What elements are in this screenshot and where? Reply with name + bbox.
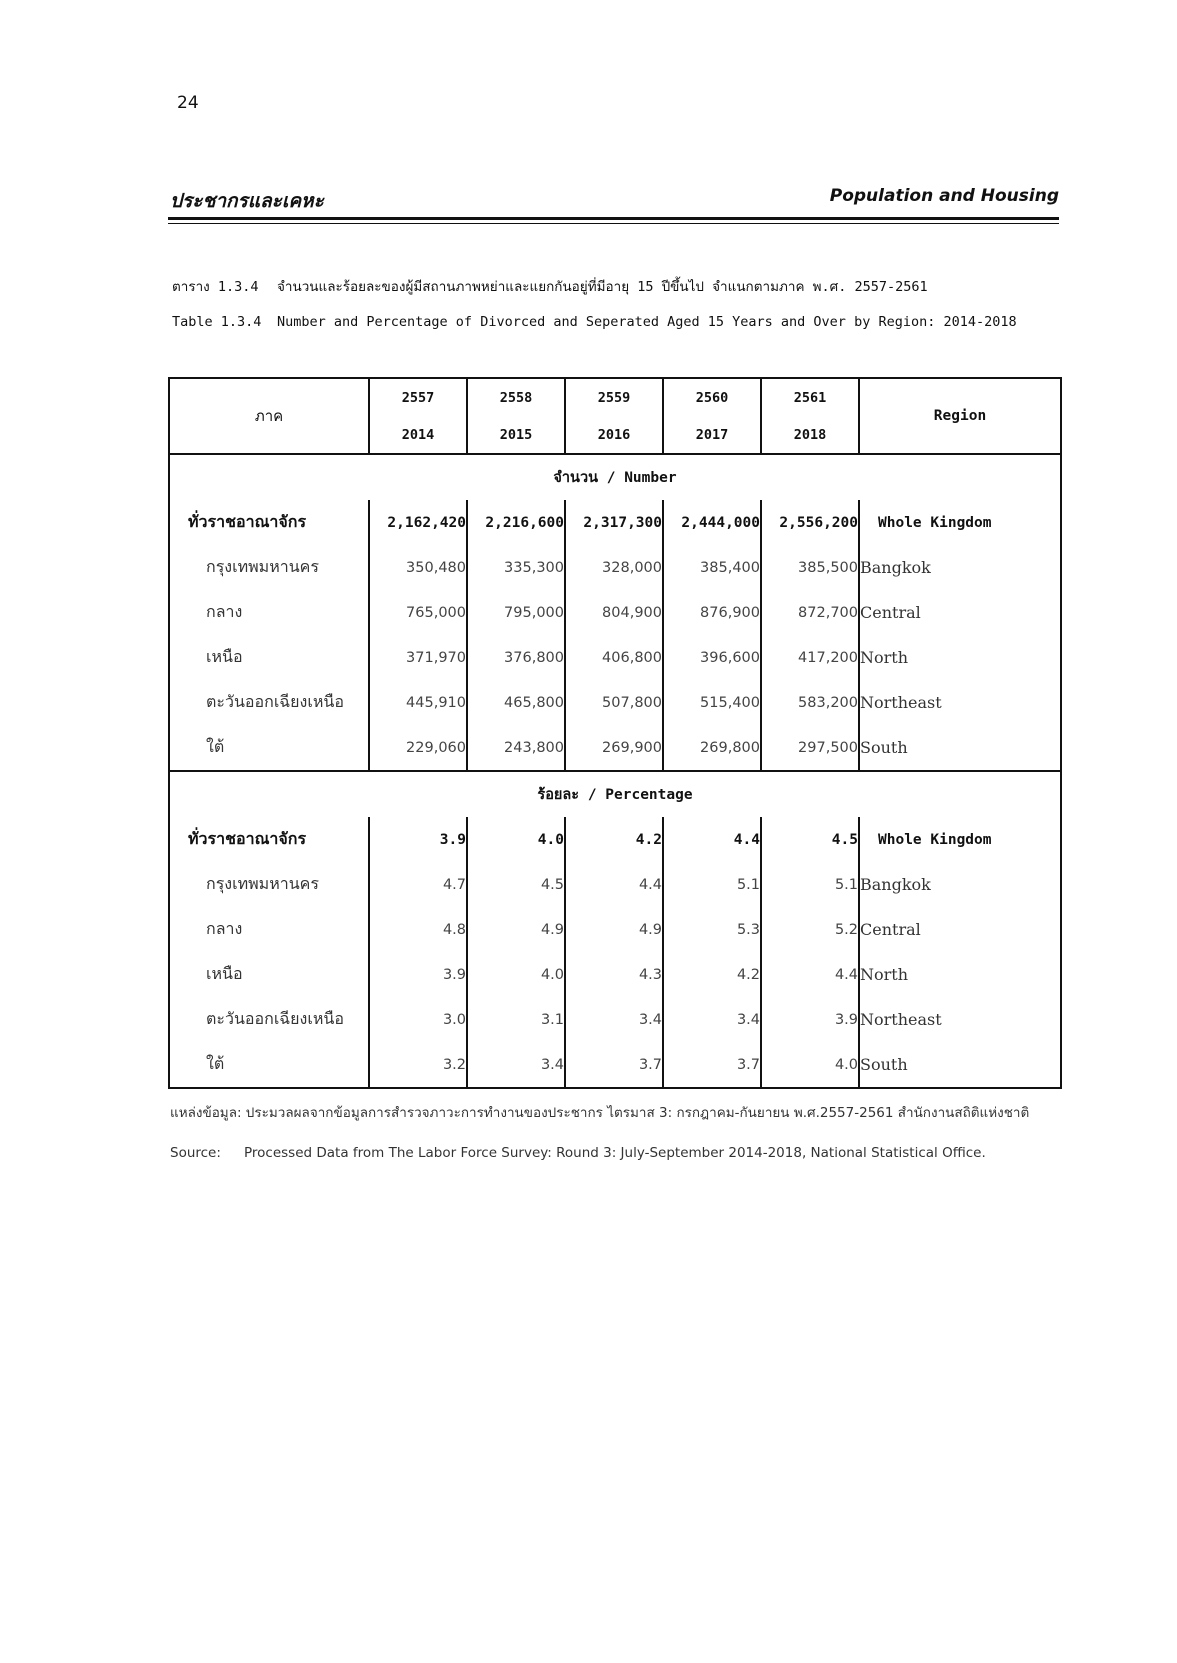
value-cell: 4.0 xyxy=(467,952,565,997)
value-cell: 396,600 xyxy=(663,635,761,680)
region-name-thai: ใต้ xyxy=(206,737,225,756)
value-cell: 5.1 xyxy=(761,862,859,907)
value-cell: 4.3 xyxy=(565,952,663,997)
region-name-thai: กรุงเทพมหานคร xyxy=(206,874,319,893)
value-cell: 4.0 xyxy=(761,1042,859,1088)
value-cell: 2,317,300 xyxy=(565,500,663,545)
value-cell: 3.9 xyxy=(369,952,467,997)
region-name-thai: ตะวันออกเฉียงเหนือ xyxy=(206,1009,344,1028)
region-name-thai: ทั่วราชอาณาจักร xyxy=(188,512,307,531)
value-cell: 3.4 xyxy=(663,997,761,1042)
column-header-region-thai: ภาค xyxy=(169,378,369,454)
value-cell: 406,800 xyxy=(565,635,663,680)
value-cell: 4.4 xyxy=(761,952,859,997)
value-cell: 4.4 xyxy=(663,817,761,862)
value-cell: 4.5 xyxy=(467,862,565,907)
value-cell: 872,700 xyxy=(761,590,859,635)
region-name-english: Bangkok xyxy=(860,875,931,894)
column-header-year-thai: 2558 xyxy=(467,378,565,416)
value-cell: 445,910 xyxy=(369,680,467,725)
value-cell: 4.2 xyxy=(663,952,761,997)
region-name-english: Whole Kingdom xyxy=(878,514,992,531)
value-cell: 515,400 xyxy=(663,680,761,725)
region-name-english: Bangkok xyxy=(860,558,931,577)
value-cell: 385,400 xyxy=(663,545,761,590)
table-row xyxy=(169,725,1061,771)
value-cell: 465,800 xyxy=(467,680,565,725)
column-header-year-english: 2017 xyxy=(663,416,761,454)
value-cell: 3.7 xyxy=(663,1042,761,1088)
region-name-english: Whole Kingdom xyxy=(878,831,992,848)
region-name-thai: ใต้ xyxy=(206,1054,225,1073)
table-row xyxy=(169,1042,1061,1088)
section-title: จำนวน / Number xyxy=(169,454,1061,500)
value-cell: 376,800 xyxy=(467,635,565,680)
column-header-year-english: 2015 xyxy=(467,416,565,454)
source-text: Processed Data from The Labor Force Survey: Round 3: July-September 2014-2018, National Statistical Office. xyxy=(244,1145,986,1161)
region-name-english: South xyxy=(860,1055,908,1074)
value-cell: 417,200 xyxy=(761,635,859,680)
region-name-english: Central xyxy=(860,920,921,939)
region-name-thai: กลาง xyxy=(206,602,243,621)
source-note-english xyxy=(170,1145,986,1161)
value-cell: 5.3 xyxy=(663,907,761,952)
table-row xyxy=(169,680,1061,725)
value-cell: 804,900 xyxy=(565,590,663,635)
value-cell: 229,060 xyxy=(369,725,467,771)
column-header-year-english: 2018 xyxy=(761,416,859,454)
column-header-year-english: 2016 xyxy=(565,416,663,454)
region-name-english: North xyxy=(860,965,909,984)
value-cell: 3.7 xyxy=(565,1042,663,1088)
column-header-year-english: 2014 xyxy=(369,416,467,454)
value-cell: 3.9 xyxy=(369,817,467,862)
region-name-english: North xyxy=(860,648,909,667)
table-row xyxy=(169,907,1061,952)
value-cell: 4.7 xyxy=(369,862,467,907)
region-name-thai: เหนือ xyxy=(206,647,243,666)
value-cell: 4.9 xyxy=(467,907,565,952)
header-title-english: Population and Housing xyxy=(829,186,1059,206)
value-cell: 876,900 xyxy=(663,590,761,635)
value-cell: 5.2 xyxy=(761,907,859,952)
value-cell: 795,000 xyxy=(467,590,565,635)
region-name-english: Northeast xyxy=(860,1010,942,1029)
value-cell: 2,556,200 xyxy=(761,500,859,545)
value-cell: 4.5 xyxy=(761,817,859,862)
table-row xyxy=(169,862,1061,907)
table-row xyxy=(169,997,1061,1042)
value-cell: 3.1 xyxy=(467,997,565,1042)
value-cell: 4.8 xyxy=(369,907,467,952)
region-name-english: Central xyxy=(860,603,921,622)
value-cell: 3.9 xyxy=(761,997,859,1042)
region-name-english: South xyxy=(860,738,908,757)
value-cell: 269,800 xyxy=(663,725,761,771)
caption-english-text: Number and Percentage of Divorced and Seperated Aged 15 Years and Over by Region: 2014-2018 xyxy=(277,314,1017,330)
page-number: 24 xyxy=(177,93,199,113)
value-cell: 385,500 xyxy=(761,545,859,590)
value-cell: 371,970 xyxy=(369,635,467,680)
section-title: ร้อยละ / Percentage xyxy=(169,771,1061,817)
value-cell: 3.2 xyxy=(369,1042,467,1088)
caption-thai-text: จำนวนและร้อยละของผู้มีสถานภาพหย่าและแยกกันอยู่ที่มีอายุ 15 ปีขึ้นไป จำแนกตามภาค พ.ศ. 2557-2561 xyxy=(277,279,928,295)
table-row xyxy=(169,817,1061,862)
source-note-thai: แหล่งข้อมูล: ประมวลผลจากข้อมูลการสำรวจภาวะการทำงานของประชากร ไตรมาส 3: กรกฎาคม-กันยายน พ.ศ.2557-2561 สำนักงานสถิติแห่งชาติ xyxy=(170,1105,1030,1121)
value-cell: 3.4 xyxy=(565,997,663,1042)
header-title-thai: ประชากรและเคหะ xyxy=(170,190,324,212)
table-row xyxy=(169,635,1061,680)
value-cell: 243,800 xyxy=(467,725,565,771)
table-row xyxy=(169,952,1061,997)
column-header-year-thai: 2561 xyxy=(761,378,859,416)
column-header-region-english: Region xyxy=(859,378,1061,454)
value-cell: 335,300 xyxy=(467,545,565,590)
section-header-row xyxy=(169,771,1061,817)
region-name-thai: ทั่วราชอาณาจักร xyxy=(188,829,307,848)
table-caption-thai xyxy=(172,275,928,297)
value-cell: 3.0 xyxy=(369,997,467,1042)
value-cell: 4.4 xyxy=(565,862,663,907)
value-cell: 765,000 xyxy=(369,590,467,635)
region-name-english: Northeast xyxy=(860,693,942,712)
value-cell: 297,500 xyxy=(761,725,859,771)
region-name-thai: ตะวันออกเฉียงเหนือ xyxy=(206,692,344,711)
region-name-thai: กรุงเทพมหานคร xyxy=(206,557,319,576)
caption-thai-label: ตาราง 1.3.4 xyxy=(172,279,259,295)
table-row xyxy=(169,545,1061,590)
value-cell: 583,200 xyxy=(761,680,859,725)
value-cell: 2,216,600 xyxy=(467,500,565,545)
column-header-year-thai: 2560 xyxy=(663,378,761,416)
table-row xyxy=(169,500,1061,545)
region-name-thai: กลาง xyxy=(206,919,243,938)
value-cell: 328,000 xyxy=(565,545,663,590)
value-cell: 4.9 xyxy=(565,907,663,952)
region-name-thai: เหนือ xyxy=(206,964,243,983)
header-rule-thin xyxy=(168,223,1059,224)
value-cell: 2,162,420 xyxy=(369,500,467,545)
table-row xyxy=(169,590,1061,635)
caption-english-label: Table 1.3.4 xyxy=(172,314,262,330)
source-label: Source: xyxy=(170,1145,221,1161)
column-header-year-thai: 2559 xyxy=(565,378,663,416)
value-cell: 5.1 xyxy=(663,862,761,907)
table-body xyxy=(169,454,1061,1088)
data-table xyxy=(168,377,1062,1089)
table-caption-english xyxy=(172,314,1017,330)
value-cell: 507,800 xyxy=(565,680,663,725)
value-cell: 4.0 xyxy=(467,817,565,862)
header-rule-thick xyxy=(168,217,1059,220)
column-header-year-thai: 2557 xyxy=(369,378,467,416)
value-cell: 3.4 xyxy=(467,1042,565,1088)
value-cell: 4.2 xyxy=(565,817,663,862)
section-header-row xyxy=(169,454,1061,500)
value-cell: 350,480 xyxy=(369,545,467,590)
value-cell: 2,444,000 xyxy=(663,500,761,545)
value-cell: 269,900 xyxy=(565,725,663,771)
